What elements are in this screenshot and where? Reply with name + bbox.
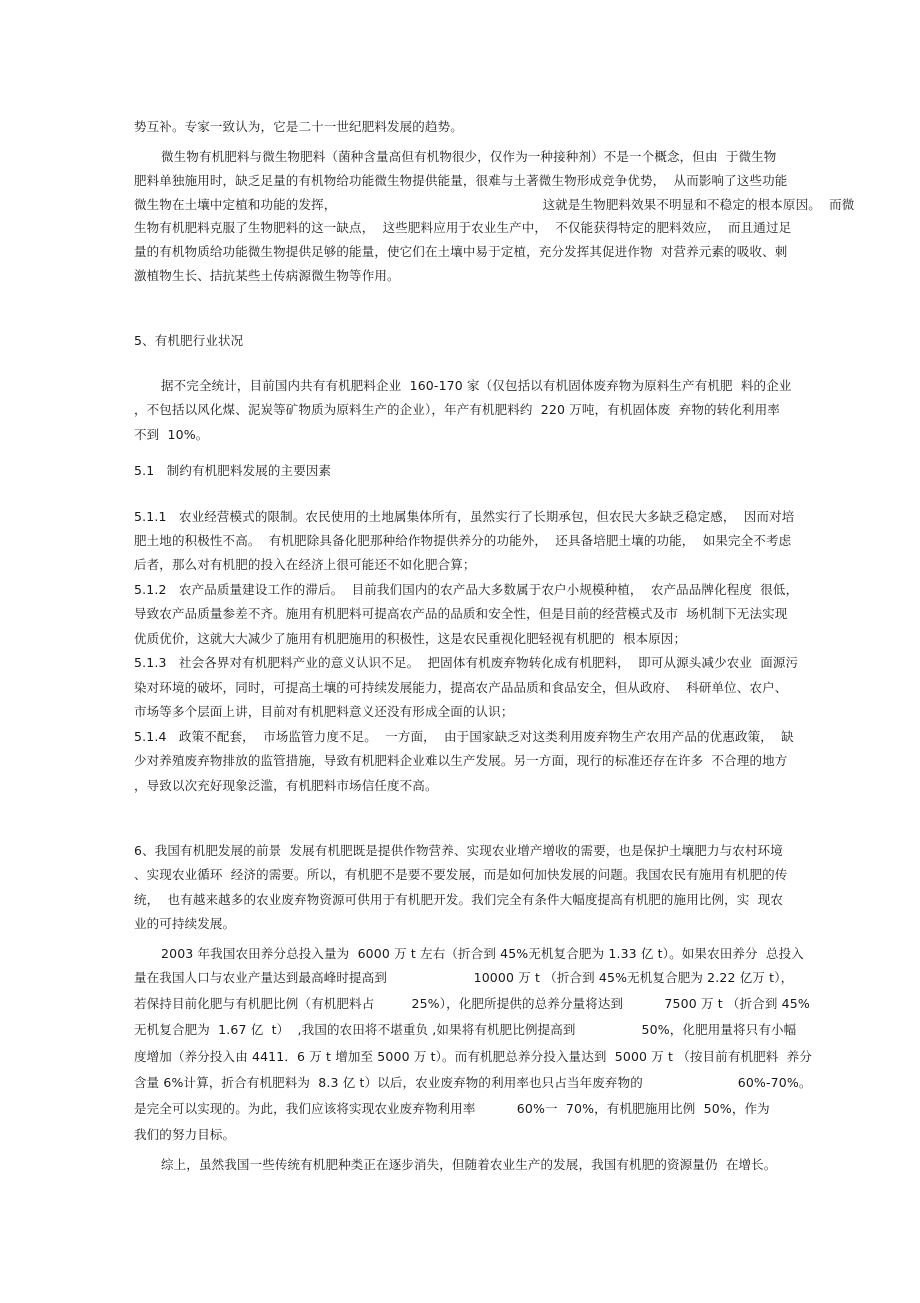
text-line: 量在我国人口与农业产量达到最高峰时提高到 10000 万 t （折合到 45%无机复合肥为 2.22 亿万 t）， bbox=[134, 970, 794, 985]
text-line: 业的可持续发展。 bbox=[134, 916, 236, 931]
text-line: 5.1.3 社会各界对有机肥料产业的意义认识不足。 把固体有机废弃物转化成有机肥料， 即可从源头减少农业 面源污 bbox=[134, 655, 799, 670]
text-line: 含量 6%计算，折合有机肥料为 8.3 亿 t）以后，农业废弃物的利用率也只占当年废弃物的 60%-70%。 bbox=[134, 1075, 812, 1090]
text-line: 无机复合肥为 1.67 亿 t） ,我国的农田将不堪重负 ,如果将有机肥比例提高到 50%，化肥用量将只有小幅 bbox=[134, 1022, 797, 1037]
text-line: 激植物生长、拮抗某些土传病源微生物等作用。 bbox=[134, 268, 400, 283]
text-line: 导致农产品质量参差不齐。施用有机肥料可提高农产品的品质和安全性，但是目前的经营模式及市 场机制下无法实现 bbox=[134, 606, 788, 621]
text-line: 不到 10%。 bbox=[134, 427, 209, 442]
section-heading: 6、我国有机肥发展的前景 发展有机肥既是提供作物营养、实现农业增产增收的需要，也是保护土壤肥力与农村环境 bbox=[134, 843, 783, 858]
text-line: 综上，虽然我国一些传统有机肥种类正在逐步消失，但随着农业生产的发展，我国有机肥的资源量仍 在增长。 bbox=[161, 1157, 777, 1172]
text-line: 5.1.4 政策不配套， 市场监管力度不足。 一方面， 由于国家缺乏对这类利用废弃物生产农用产品的优惠政策， 缺 bbox=[134, 729, 794, 744]
text-line: 量的有机物质给功能微生物提供足够的能量，使它们在土壤中易于定植，充分发挥其促进作物 对营养元素的吸收、刺 bbox=[134, 244, 788, 259]
text-line: 、实现农业循环 经济的需要。所以，有机肥不是要不要发展，而是如何加快发展的问题。我国农民有施用有机肥的传 bbox=[134, 867, 788, 882]
text-line: 度增加（养分投入由 4411．6 万 t 增加至 5000 万 t）。而有机肥总养分投入量达到 5000 万 t （按目前有机肥料 养分 bbox=[134, 1049, 812, 1064]
text-line: ，导致以次充好现象泛滥，有机肥料市场信任度不高。 bbox=[134, 778, 438, 793]
text-line: 若保持目前化肥与有机肥比例（有机肥料占 25%），化肥所提供的总养分量将达到 7500 万 t （折合到 45% bbox=[134, 996, 810, 1011]
text-line: 市场等多个层面上讲，目前对有机肥料意义还没有形成全面的认识； bbox=[134, 704, 514, 719]
text-line: ，不包括以风化煤、泥炭等矿物质为原料生产的企业），年产有机肥料约 220 万吨，有机固体废 弃物的转化利用率 bbox=[134, 402, 780, 417]
text-line: 肥土地的积极性不高。 有机肥除具备化肥那种给作物提供养分的功能外， 还具备培肥土壤的功能， 如果完全不考虑 bbox=[134, 533, 792, 548]
text-line: 我们的努力目标。 bbox=[134, 1127, 236, 1142]
text-line: 生物有机肥料克服了生物肥料的这一缺点， 这些肥料应用于农业生产中， 不仅能获得特定的肥料效应， 而且通过足 bbox=[134, 220, 792, 235]
subsection-heading: 5.1 制约有机肥料发展的主要因素 bbox=[134, 463, 332, 478]
section-heading: 5、有机肥行业状况 bbox=[134, 333, 244, 348]
text-line: 微生物有机肥料与微生物肥料（菌种含量高但有机物很少，仅作为一种接种剂）不是一个概念，但由 于微生物 bbox=[161, 149, 777, 164]
text-line: 统， 也有越来越多的农业废弃物资源可供用于有机肥开发。我们完全有条件大幅度提高有机肥的施用比例，实 现农 bbox=[134, 892, 783, 907]
text-line: 染对环境的破坏，同时，可提高土壤的可持续发展能力，提高农产品品质和食品安全，但从政府、 科研单位、农户、 bbox=[134, 680, 788, 695]
text-line: 后者，那么对有机肥的投入在经济上很可能还不如化肥合算； bbox=[134, 557, 476, 572]
text-line: 少对养殖废弃物排放的监管措施，导致有机肥料企业难以生产发展。另一方面，现行的标准还存在许多 不合理的地方 bbox=[134, 753, 788, 768]
text-line: 是完全可以实现的。为此，我们应该将实现农业废弃物利用率 60%一 70%，有机肥施用比例 50%，作为 bbox=[134, 1101, 770, 1116]
text-line: 5.1.1 农业经营模式的限制。农民使用的土地属集体所有，虽然实行了长期承包，但农民大多缺乏稳定感， 因而对培 bbox=[134, 509, 795, 524]
text-line: 微生物在土壤中定植和功能的发挥， 这就是生物肥料效果不明显和不稳定的根本原因。 而微 bbox=[134, 197, 855, 212]
text-line: 势互补。专家一致认为，它是二十一世纪肥料发展的趋势。 bbox=[134, 119, 463, 134]
text-line: 优质优价，这就大大减少了施用有机肥施用的积极性，这是农民重视化肥轻视有机肥的 根本原因； bbox=[134, 631, 687, 646]
text-line: 2003 年我国农田养分总投入量为 6000 万 t 左右（折合到 45%无机复合肥为 1.33 亿 t）。如果农田养分 总投入 bbox=[161, 946, 804, 961]
text-line: 肥料单独施用时，缺乏足量的有机物给功能微生物提供能量，很难与土著微生物形成竞争优势， 从而影响了这些功能 bbox=[134, 173, 788, 188]
text-line: 据不完全统计，目前国内共有有机肥料企业 160-170 家（仅包括以有机固体废弃物为原料生产有机肥 料的企业 bbox=[161, 378, 792, 393]
text-line: 5.1.2 农产品质量建设工作的滞后。 目前我们国内的农产品大多数属于农户小规模种植， 农产品品牌化程度 很低， bbox=[134, 582, 799, 597]
